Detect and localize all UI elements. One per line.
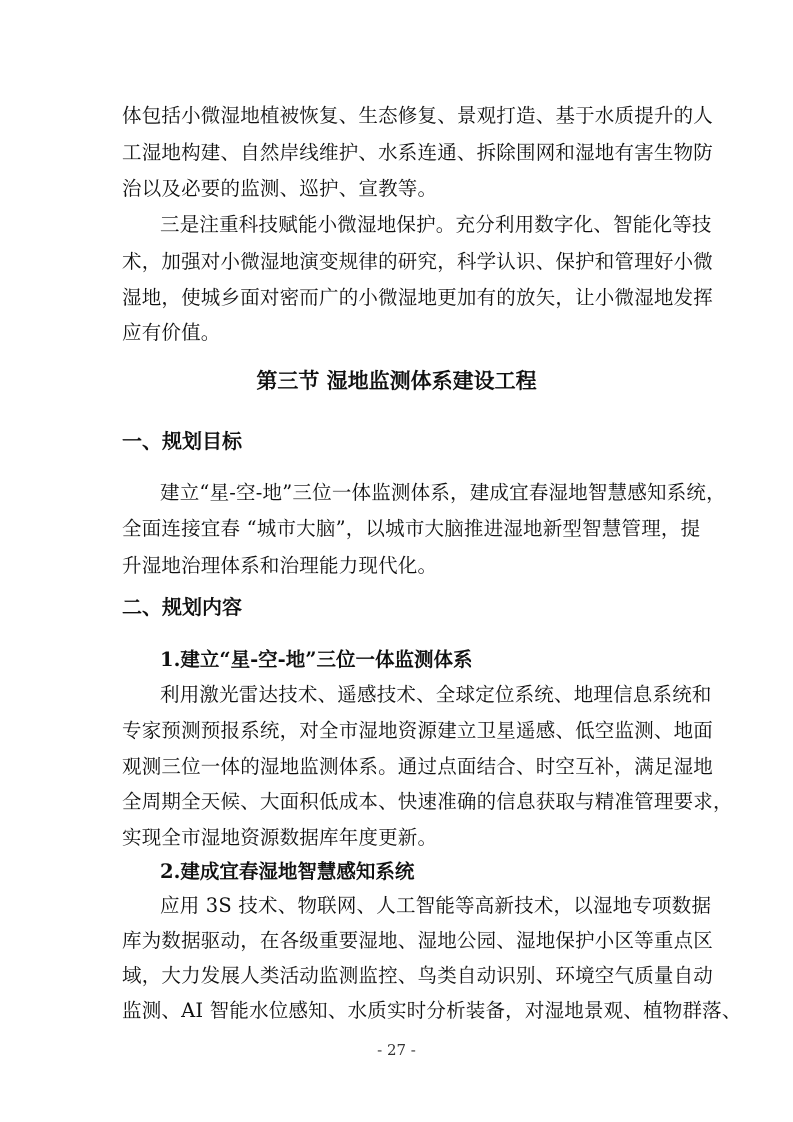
paragraph-line: 实现全市湿地资源数据库年度更新。 [122,826,438,849]
paragraph-line: 工湿地构建、自然岸线维护、水系连通、拆除围网和湿地有害生物防 [122,141,714,164]
heading-planning-content: 二、规划内容 [122,595,242,619]
paragraph-line: 应用 3S 技术、物联网、人工智能等高新技术，以湿地专项数据 [160,894,712,917]
subheading-monitoring-system: 1.建立“星-空-地”三位一体监测体系 [160,648,473,671]
paragraph-line: 应有价值。 [122,321,221,344]
paragraph-line: 三是注重科技赋能小微湿地保护。充分利用数字化、智能化等技 [160,213,712,236]
paragraph-line: 专家预测预报系统，对全市湿地资源建立卫星遥感、低空监测、地面 [122,719,714,742]
paragraph-line: 利用激光雷达技术、遥感技术、全球定位系统、地理信息系统和 [160,683,712,706]
paragraph-line: 湿地，使城乡面对密而广的小微湿地更加有的放矢，让小微湿地发挥 [122,286,714,309]
heading-planning-goal: 一、规划目标 [122,429,242,453]
paragraph-line: 域，大力发展人类活动监测监控、鸟类自动识别、环境空气质量自动 [122,964,714,987]
paragraph-line: 库为数据驱动，在各级重要湿地、湿地公园、湿地保护小区等重点区 [122,929,714,952]
paragraph-line: 全周期全天候、大面积低成本、快速准确的信息获取与精准管理要求， [122,790,733,813]
subheading-smart-sensing: 2.建成宜春湿地智慧感知系统 [160,860,415,883]
paragraph-line: 术，加强对小微湿地演变规律的研究，科学认识、保护和管理好小微 [122,250,714,273]
paragraph-line: 观测三位一体的湿地监测体系。通过点面结合、时空互补，满足湿地 [122,755,714,778]
paragraph-line: 升湿地治理体系和治理能力现代化。 [122,554,438,577]
paragraph-line: 体包括小微湿地植被恢复、生态修复、景观打造、基于水质提升的人 [122,104,714,127]
paragraph-line: 建立“星-空-地”三位一体监测体系，建成宜春湿地智慧感知系统， [160,481,726,504]
paragraph-line: 监测、AI 智能水位感知、水质实时分析装备，对湿地景观、植物群落、 [122,999,742,1022]
paragraph-line: 治以及必要的监测、巡护、宣教等。 [122,177,438,200]
page-number: - 27 - [377,1041,416,1059]
section-title: 第三节 湿地监测体系建设工程 [256,369,537,393]
paragraph-line: 全面连接宜春 “城市大脑”，以城市大脑推进湿地新型智慧管理，提 [122,517,701,540]
